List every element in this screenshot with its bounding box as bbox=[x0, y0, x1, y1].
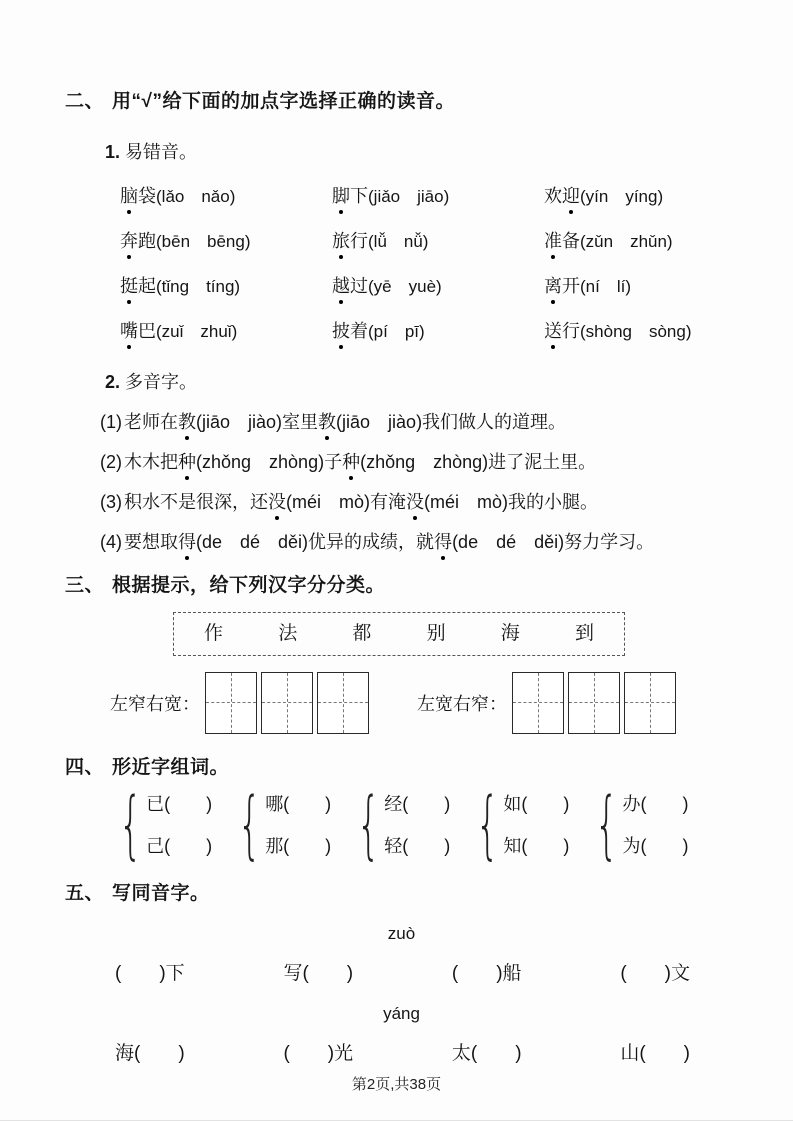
bank-character: 海 bbox=[500, 623, 520, 644]
dotted-character: 离 bbox=[544, 276, 562, 296]
character: 欢 bbox=[544, 186, 562, 206]
category-label: 左宽右窄： bbox=[417, 694, 507, 714]
pinyin-options: (pí pī) bbox=[368, 322, 425, 341]
homophone-blank: ( )船 bbox=[451, 963, 522, 984]
dotted-character: 种 bbox=[342, 452, 361, 472]
writing-grid-cell bbox=[205, 672, 257, 734]
section-four-title: 形近字组词。 bbox=[112, 757, 230, 778]
pinyin-options: (lǚ nǚ) bbox=[368, 232, 429, 251]
similar-character-pairs bbox=[117, 782, 738, 868]
pair-entry-top: 哪( ) bbox=[265, 794, 332, 814]
similar-pair-group bbox=[474, 782, 570, 868]
dotted-character: 旅 bbox=[332, 231, 350, 251]
dotted-character: 送 bbox=[544, 321, 562, 341]
section-two-title: 用“√”给下面的加点字选择正确的读音。 bbox=[112, 91, 455, 112]
word-item bbox=[544, 184, 738, 209]
sentence-text: 积水不是很深，还 bbox=[124, 492, 268, 512]
pinyin-options: (yē yuè) bbox=[368, 277, 442, 296]
homophone-blank: ( )下 bbox=[115, 963, 185, 984]
polyphonic-sentence bbox=[100, 450, 738, 474]
similar-pair-group bbox=[593, 782, 689, 868]
word-item bbox=[120, 319, 332, 344]
similar-pair-group bbox=[117, 782, 213, 868]
writing-grid-strip bbox=[512, 672, 676, 734]
pinyin-options: (ní lí) bbox=[580, 277, 631, 296]
sentence-text: (jiāo jiào)我们做人的道理。 bbox=[336, 412, 567, 432]
homophone-row bbox=[115, 962, 690, 986]
word-item bbox=[544, 274, 738, 299]
character: 行 bbox=[350, 231, 368, 251]
sentence-text: (zhǒng zhòng)子 bbox=[196, 452, 343, 472]
homophone-row bbox=[115, 1042, 690, 1066]
pair-entry-top: 如( ) bbox=[503, 794, 570, 814]
section-classify bbox=[65, 574, 738, 734]
sentence-number: (1) bbox=[100, 412, 122, 432]
homophone-blank: ( )文 bbox=[620, 963, 690, 984]
character: 下 bbox=[350, 186, 368, 206]
dotted-character: 披 bbox=[332, 321, 350, 341]
sentence-text: 要想取 bbox=[124, 532, 178, 552]
section-three-header bbox=[65, 574, 738, 598]
pinyin-options: (bēn bēng) bbox=[156, 232, 251, 251]
homophone-blank: 海( ) bbox=[115, 1043, 185, 1064]
left-brace: { bbox=[237, 782, 262, 868]
dotted-character: 挺 bbox=[120, 276, 138, 296]
character: 过 bbox=[350, 276, 368, 296]
section-five-number: 五、 bbox=[65, 883, 105, 904]
sentence-number: (2) bbox=[100, 452, 122, 472]
character: 巴 bbox=[138, 321, 156, 341]
dotted-character: 奔 bbox=[120, 231, 138, 251]
left-brace: { bbox=[356, 782, 381, 868]
homophone-blank: ( )光 bbox=[283, 1043, 354, 1064]
polyphonic-sentence-list bbox=[100, 410, 738, 554]
left-brace: { bbox=[476, 782, 500, 868]
character: 着 bbox=[350, 321, 368, 341]
word-item bbox=[120, 184, 332, 209]
section-homophones bbox=[65, 882, 738, 1066]
section-two-header bbox=[65, 90, 738, 114]
left-brace: { bbox=[118, 782, 143, 868]
similar-pair-group bbox=[236, 782, 332, 868]
pair-entries bbox=[503, 792, 569, 858]
dotted-character: 嘴 bbox=[120, 321, 138, 341]
character: 跑 bbox=[138, 231, 156, 251]
category-label: 左窄右宽： bbox=[110, 694, 200, 714]
dotted-character: 教 bbox=[178, 412, 196, 432]
section-three-title: 根据提示，给下列汉字分分类。 bbox=[112, 575, 386, 596]
pinyin-options: (tǐng tíng) bbox=[156, 277, 241, 296]
word-item bbox=[120, 274, 332, 299]
dotted-character: 得 bbox=[434, 532, 453, 552]
left-brace: { bbox=[595, 782, 619, 868]
easy-mispronounced-word-grid bbox=[120, 184, 738, 344]
pinyin-options: (jiǎo jiāo) bbox=[368, 187, 450, 206]
pair-entries bbox=[265, 792, 331, 858]
pair-entry-top: 办( ) bbox=[622, 794, 689, 814]
writing-grid-cell bbox=[261, 672, 313, 734]
pair-entry-bottom: 知( ) bbox=[503, 836, 570, 856]
classification-row bbox=[110, 672, 738, 734]
character: 行 bbox=[562, 321, 580, 341]
bank-character: 到 bbox=[574, 623, 594, 644]
writing-grid-cell bbox=[568, 672, 620, 734]
sentence-text: 木木把 bbox=[124, 452, 178, 472]
writing-grid-cell bbox=[317, 672, 369, 734]
character-bank-box bbox=[173, 612, 625, 656]
pinyin-options: (lǎo nǎo) bbox=[156, 187, 236, 206]
section-four-header bbox=[65, 756, 738, 780]
bank-character: 都 bbox=[352, 623, 372, 644]
section-two-number: 二、 bbox=[65, 91, 105, 112]
character: 起 bbox=[138, 276, 156, 296]
section-similar-characters bbox=[65, 756, 738, 868]
section-five-title: 写同音字。 bbox=[112, 883, 210, 904]
pinyin-options: (zuǐ zhuǐ) bbox=[156, 322, 238, 341]
sentence-text: (méi mò)有淹 bbox=[286, 492, 406, 512]
word-item bbox=[332, 274, 544, 299]
dotted-character: 没 bbox=[406, 492, 424, 512]
section-three-number: 三、 bbox=[65, 575, 105, 596]
dotted-character: 教 bbox=[318, 412, 337, 432]
subsection-number: 2. bbox=[105, 372, 121, 392]
pair-entry-top: 经( ) bbox=[384, 794, 451, 814]
word-item bbox=[332, 229, 544, 254]
bank-character: 法 bbox=[278, 623, 298, 644]
sentence-number: (4) bbox=[100, 532, 122, 552]
pinyin-options: (zǔn zhǔn) bbox=[580, 232, 673, 251]
pair-entry-bottom: 那( ) bbox=[265, 836, 332, 856]
pair-entries bbox=[622, 792, 688, 858]
writing-grid-cell bbox=[624, 672, 676, 734]
subsection-polyphonic-header bbox=[105, 370, 738, 394]
pair-entry-bottom: 轻( ) bbox=[384, 836, 451, 856]
writing-grid-cell bbox=[512, 672, 564, 734]
page-footer: 第2页,共38页 bbox=[351, 1076, 442, 1093]
word-item bbox=[120, 229, 332, 254]
dotted-character: 越 bbox=[332, 276, 350, 296]
sentence-text: (méi mò)我的小腿。 bbox=[424, 492, 598, 512]
pinyin-options: (yín yíng) bbox=[580, 187, 664, 206]
dotted-character: 准 bbox=[544, 231, 562, 251]
section-pronunciation bbox=[65, 90, 738, 554]
dotted-character: 没 bbox=[268, 492, 286, 512]
dotted-character: 得 bbox=[178, 532, 196, 552]
subsection-title: 易错音。 bbox=[125, 142, 198, 162]
homophone-blank: 写( ) bbox=[283, 963, 354, 984]
word-item bbox=[332, 319, 544, 344]
homophone-pinyin: zuò bbox=[387, 924, 416, 943]
dotted-character: 种 bbox=[178, 452, 196, 472]
pair-entries bbox=[146, 792, 212, 858]
sentence-text: (jiāo jiào)室里 bbox=[196, 412, 319, 432]
dotted-character: 脚 bbox=[332, 186, 350, 206]
similar-pair-group bbox=[355, 782, 451, 868]
word-item bbox=[544, 319, 738, 344]
dotted-character: 脑 bbox=[120, 186, 138, 206]
sentence-text: (de dé děi)努力学习。 bbox=[452, 532, 655, 552]
pair-entry-bottom: 为( ) bbox=[622, 836, 689, 856]
homophone-pinyin: yáng bbox=[383, 1004, 420, 1023]
homophone-groups bbox=[65, 922, 738, 1066]
pair-entry-bottom: 己( ) bbox=[146, 836, 213, 856]
subsection-title: 多音字。 bbox=[125, 372, 198, 392]
word-item bbox=[332, 184, 544, 209]
section-four-number: 四、 bbox=[65, 757, 105, 778]
pair-entries bbox=[384, 792, 450, 858]
subsection-easy-mistakes-header bbox=[105, 140, 738, 164]
character: 备 bbox=[562, 231, 580, 251]
polyphonic-sentence bbox=[100, 530, 738, 554]
sentence-text: (de dé děi)优异的成绩，就 bbox=[196, 532, 435, 552]
subsection-number: 1. bbox=[105, 142, 121, 162]
dotted-character: 迎 bbox=[562, 186, 580, 206]
polyphonic-sentence bbox=[100, 490, 738, 514]
sentence-text: 老师在 bbox=[124, 412, 178, 432]
homophone-blank: 山( ) bbox=[620, 1043, 690, 1064]
pinyin-options: (shòng sòng) bbox=[580, 322, 692, 341]
polyphonic-sentence bbox=[100, 410, 738, 434]
bank-character: 别 bbox=[426, 623, 446, 644]
bank-character: 作 bbox=[204, 623, 224, 644]
pair-entry-top: 已( ) bbox=[146, 794, 213, 814]
character: 开 bbox=[562, 276, 580, 296]
sentence-number: (3) bbox=[100, 492, 122, 512]
character: 袋 bbox=[138, 186, 156, 206]
word-item bbox=[544, 229, 738, 254]
homophone-blank: 太( ) bbox=[451, 1043, 522, 1064]
writing-grid-strip bbox=[205, 672, 369, 734]
sentence-text: (zhǒng zhòng)进了泥土里。 bbox=[360, 452, 597, 472]
section-five-header bbox=[65, 882, 738, 906]
